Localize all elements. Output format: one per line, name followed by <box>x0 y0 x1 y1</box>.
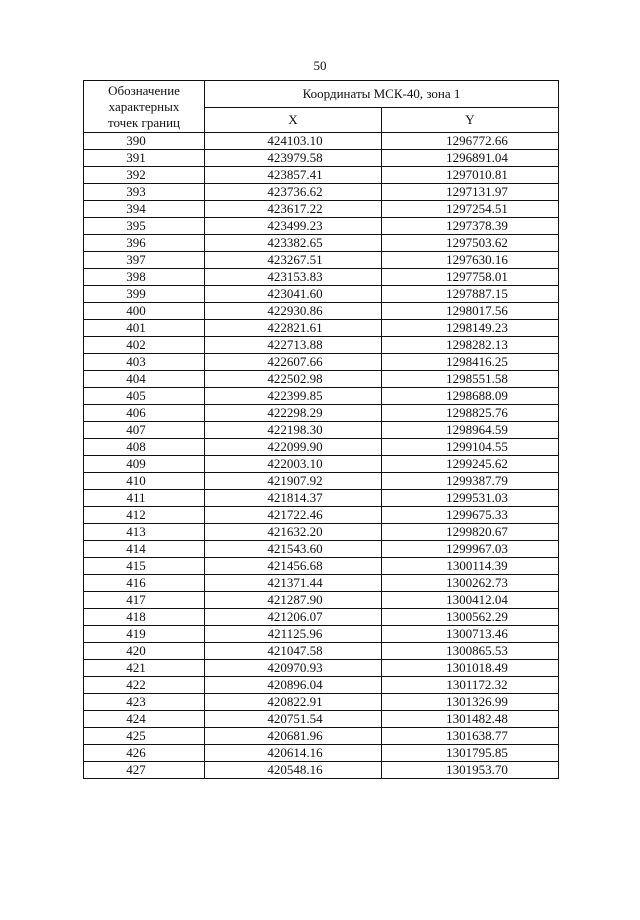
table-row <box>84 422 559 439</box>
x-cell: 422298.29 <box>205 405 382 422</box>
table-row <box>84 388 559 405</box>
y-cell: 1299820.67 <box>382 524 559 541</box>
point-cell: 422 <box>84 677 205 694</box>
point-cell: 405 <box>84 388 205 405</box>
point-header-line-3: точек границ <box>107 114 181 130</box>
table-row <box>84 677 559 694</box>
point-cell: 418 <box>84 609 205 626</box>
y-cell: 1297254.51 <box>382 201 559 218</box>
y-cell: 1298416.25 <box>382 354 559 371</box>
y-cell: 1299245.62 <box>382 456 559 473</box>
point-cell: 419 <box>84 626 205 643</box>
x-cell: 424103.10 <box>205 133 382 150</box>
y-cell: 1301172.32 <box>382 677 559 694</box>
point-cell: 392 <box>84 167 205 184</box>
table-row <box>84 354 559 371</box>
point-cell: 394 <box>84 201 205 218</box>
table-row <box>84 694 559 711</box>
table-row <box>84 405 559 422</box>
x-cell: 420822.91 <box>205 694 382 711</box>
x-cell: 422821.61 <box>205 320 382 337</box>
x-cell: 423267.51 <box>205 252 382 269</box>
table-row <box>84 592 559 609</box>
y-cell: 1299387.79 <box>382 473 559 490</box>
y-cell: 1301482.48 <box>382 711 559 728</box>
y-cell: 1298282.13 <box>382 337 559 354</box>
table-row <box>84 439 559 456</box>
point-cell: 403 <box>84 354 205 371</box>
x-cell: 420548.16 <box>205 762 382 779</box>
x-cell: 422930.86 <box>205 303 382 320</box>
x-cell: 421907.92 <box>205 473 382 490</box>
table-row <box>84 303 559 320</box>
y-cell: 1301953.70 <box>382 762 559 779</box>
y-cell: 1299967.03 <box>382 541 559 558</box>
x-cell: 421456.68 <box>205 558 382 575</box>
x-cell: 423857.41 <box>205 167 382 184</box>
point-cell: 427 <box>84 762 205 779</box>
x-cell: 423153.83 <box>205 269 382 286</box>
x-cell: 422399.85 <box>205 388 382 405</box>
x-cell: 421206.07 <box>205 609 382 626</box>
x-cell: 421814.37 <box>205 490 382 507</box>
x-cell: 423041.60 <box>205 286 382 303</box>
table-row <box>84 150 559 167</box>
point-cell: 423 <box>84 694 205 711</box>
point-cell: 413 <box>84 524 205 541</box>
point-cell: 420 <box>84 643 205 660</box>
y-cell: 1300412.04 <box>382 592 559 609</box>
x-cell: 423617.22 <box>205 201 382 218</box>
point-cell: 412 <box>84 507 205 524</box>
table-row <box>84 660 559 677</box>
x-cell: 423382.65 <box>205 235 382 252</box>
point-cell: 415 <box>84 558 205 575</box>
coordinate-system-header: Координаты МСК-40, зона 1 <box>205 81 559 108</box>
point-cell: 424 <box>84 711 205 728</box>
x-cell: 421722.46 <box>205 507 382 524</box>
page-number: 50 <box>313 58 327 73</box>
table-row <box>84 626 559 643</box>
table-row <box>84 541 559 558</box>
point-cell: 414 <box>84 541 205 558</box>
y-cell: 1300562.29 <box>382 609 559 626</box>
point-cell: 395 <box>84 218 205 235</box>
y-cell: 1297630.16 <box>382 252 559 269</box>
x-cell: 423979.58 <box>205 150 382 167</box>
coordinates-table <box>83 80 559 779</box>
point-cell: 421 <box>84 660 205 677</box>
point-designation-header <box>84 81 205 133</box>
table-row <box>84 745 559 762</box>
y-cell: 1298964.59 <box>382 422 559 439</box>
x-cell: 422198.30 <box>205 422 382 439</box>
table-row <box>84 235 559 252</box>
x-cell: 420751.54 <box>205 711 382 728</box>
table-row <box>84 320 559 337</box>
x-cell: 421371.44 <box>205 575 382 592</box>
y-column-header: Y <box>382 108 559 133</box>
table-row <box>84 575 559 592</box>
y-cell: 1297887.15 <box>382 286 559 303</box>
y-cell: 1301326.99 <box>382 694 559 711</box>
x-cell: 420614.16 <box>205 745 382 762</box>
x-cell: 422607.66 <box>205 354 382 371</box>
point-cell: 407 <box>84 422 205 439</box>
y-cell: 1299531.03 <box>382 490 559 507</box>
x-cell: 420970.93 <box>205 660 382 677</box>
table-row <box>84 711 559 728</box>
table-row <box>84 524 559 541</box>
x-cell: 423736.62 <box>205 184 382 201</box>
x-cell: 421543.60 <box>205 541 382 558</box>
table-row <box>84 252 559 269</box>
y-cell: 1299104.55 <box>382 439 559 456</box>
header-row-top <box>84 81 559 108</box>
table-row <box>84 218 559 235</box>
point-cell: 406 <box>84 405 205 422</box>
y-cell: 1297503.62 <box>382 235 559 252</box>
table-row <box>84 490 559 507</box>
point-cell: 400 <box>84 303 205 320</box>
y-cell: 1297131.97 <box>382 184 559 201</box>
x-cell: 421632.20 <box>205 524 382 541</box>
x-cell: 421047.58 <box>205 643 382 660</box>
x-cell: 420681.96 <box>205 728 382 745</box>
point-cell: 391 <box>84 150 205 167</box>
y-cell: 1298825.76 <box>382 405 559 422</box>
point-cell: 397 <box>84 252 205 269</box>
y-cell: 1301018.49 <box>382 660 559 677</box>
point-cell: 396 <box>84 235 205 252</box>
point-cell: 399 <box>84 286 205 303</box>
table-row <box>84 371 559 388</box>
x-cell: 422502.98 <box>205 371 382 388</box>
table-row <box>84 456 559 473</box>
point-cell: 409 <box>84 456 205 473</box>
table-row <box>84 643 559 660</box>
table-row <box>84 167 559 184</box>
y-cell: 1300865.53 <box>382 643 559 660</box>
table-row <box>84 507 559 524</box>
y-cell: 1300262.73 <box>382 575 559 592</box>
point-cell: 393 <box>84 184 205 201</box>
y-cell: 1298688.09 <box>382 388 559 405</box>
y-cell: 1300114.39 <box>382 558 559 575</box>
y-cell: 1298017.56 <box>382 303 559 320</box>
table-row <box>84 762 559 779</box>
table-row <box>84 184 559 201</box>
point-cell: 426 <box>84 745 205 762</box>
y-cell: 1300713.46 <box>382 626 559 643</box>
x-cell: 422003.10 <box>205 456 382 473</box>
x-cell: 420896.04 <box>205 677 382 694</box>
x-cell: 421287.90 <box>205 592 382 609</box>
point-header-line-2: характерных <box>108 98 180 114</box>
point-cell: 417 <box>84 592 205 609</box>
table-row <box>84 609 559 626</box>
point-header-line-1: Обозначение <box>108 82 180 98</box>
point-cell: 425 <box>84 728 205 745</box>
table-row <box>84 133 559 150</box>
table-row <box>84 286 559 303</box>
point-cell: 390 <box>84 133 205 150</box>
y-cell: 1301638.77 <box>382 728 559 745</box>
point-cell: 408 <box>84 439 205 456</box>
x-cell: 422099.90 <box>205 439 382 456</box>
table-row <box>84 728 559 745</box>
y-cell: 1296891.04 <box>382 150 559 167</box>
x-cell: 421125.96 <box>205 626 382 643</box>
table-row <box>84 337 559 354</box>
y-cell: 1301795.85 <box>382 745 559 762</box>
table-row <box>84 473 559 490</box>
x-cell: 423499.23 <box>205 218 382 235</box>
point-cell: 411 <box>84 490 205 507</box>
table-row <box>84 269 559 286</box>
point-cell: 402 <box>84 337 205 354</box>
table-row <box>84 558 559 575</box>
y-cell: 1298551.58 <box>382 371 559 388</box>
y-cell: 1298149.23 <box>382 320 559 337</box>
y-cell: 1297010.81 <box>382 167 559 184</box>
y-cell: 1296772.66 <box>382 133 559 150</box>
point-cell: 410 <box>84 473 205 490</box>
y-cell: 1297758.01 <box>382 269 559 286</box>
point-cell: 398 <box>84 269 205 286</box>
y-cell: 1297378.39 <box>382 218 559 235</box>
x-column-header: X <box>205 108 382 133</box>
table-row <box>84 201 559 218</box>
coordinates-table-body <box>84 133 559 779</box>
y-cell: 1299675.33 <box>382 507 559 524</box>
point-cell: 401 <box>84 320 205 337</box>
point-cell: 416 <box>84 575 205 592</box>
x-cell: 422713.88 <box>205 337 382 354</box>
point-cell: 404 <box>84 371 205 388</box>
